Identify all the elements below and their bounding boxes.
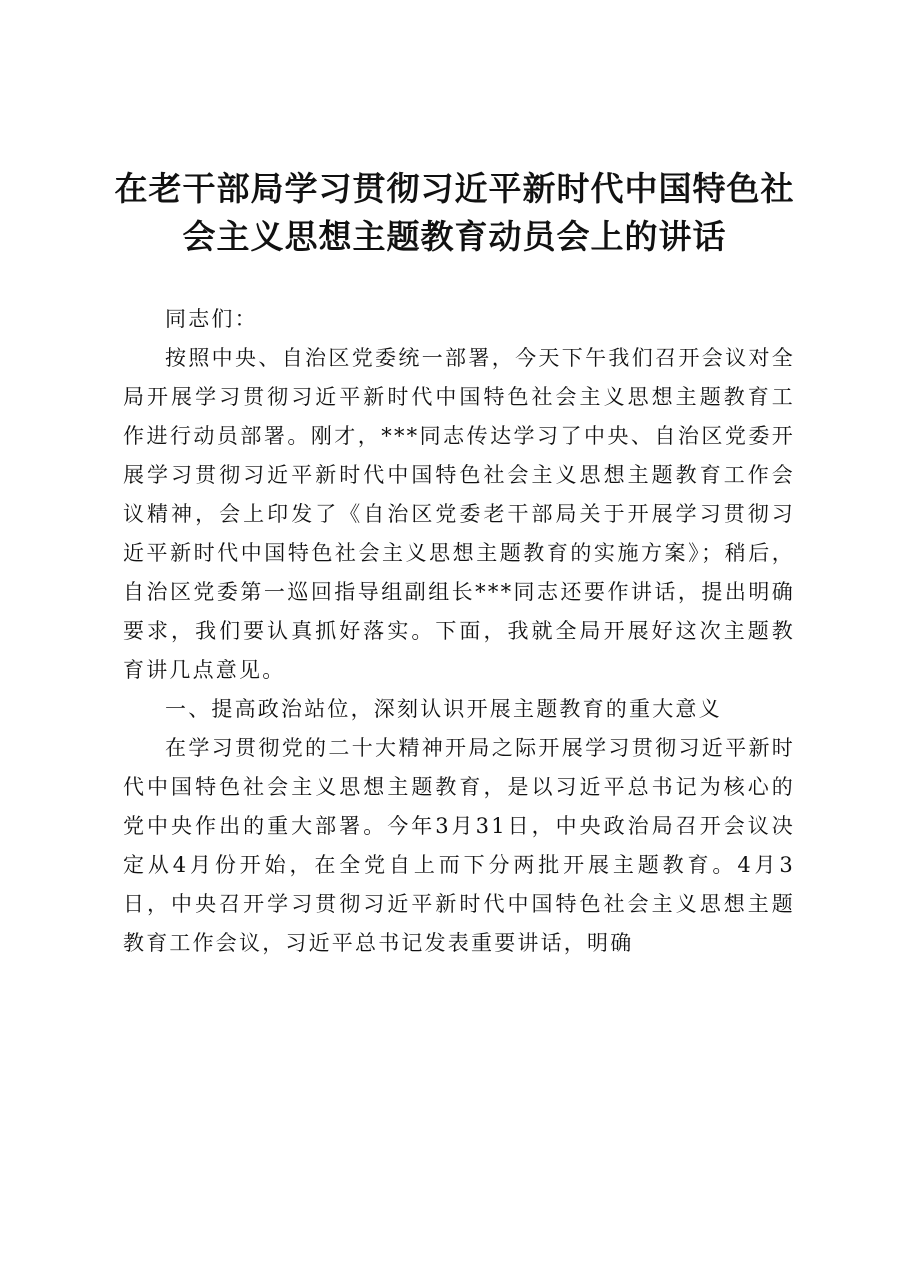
paragraph-section-1: 在学习贯彻党的二十大精神开局之际开展学习贯彻习近平新时代中国特色社会主义思想主题教育，是以习近平总书记为核心的党中央作出的重大部署。今年3月31日，中央政治局召开会议决定从4月份开始，在全党自上而下分两批开展主题教育。4月3日，中央召开学习贯彻习近平新时代中国特色社会主义思想主题教育工作会议，习近平总书记发表重要讲话，明确 — [123, 736, 795, 955]
title-line-2: 会主义思想主题教育动员会上的讲话 — [182, 217, 727, 256]
title-line-1: 在老干部局学习贯彻习近平新时代中国特色社 — [114, 169, 795, 208]
paragraph-intro: 按照中央、自治区党委统一部署，今天下午我们召开会议对全局开展学习贯彻习近平新时代中国特色社会主义思想主题教育工作进行动员部署。刚才，***同志传达学习了中央、自治区党委开展学习贯彻习近平新时代中国特色社会主义思想主题教育工作会议精神，会上印发了《自治区党委老干部局关于开展学习贯彻习近平新时代中国特色社会主义思想主题教育的实施方案》；稍后，自治区党委第一巡回指导组副组长***同志还要作讲话，提出明确要求，我们要认真抓好落实。下面，我就全局开展好这次主题教育讲几点意见。 — [123, 346, 795, 682]
section-heading-1: 一、提高政治站位，深刻认识开展主题教育的重大意义 — [165, 697, 722, 721]
document-body — [123, 300, 795, 963]
document-title — [100, 165, 809, 261]
greeting: 同志们： — [165, 307, 258, 331]
